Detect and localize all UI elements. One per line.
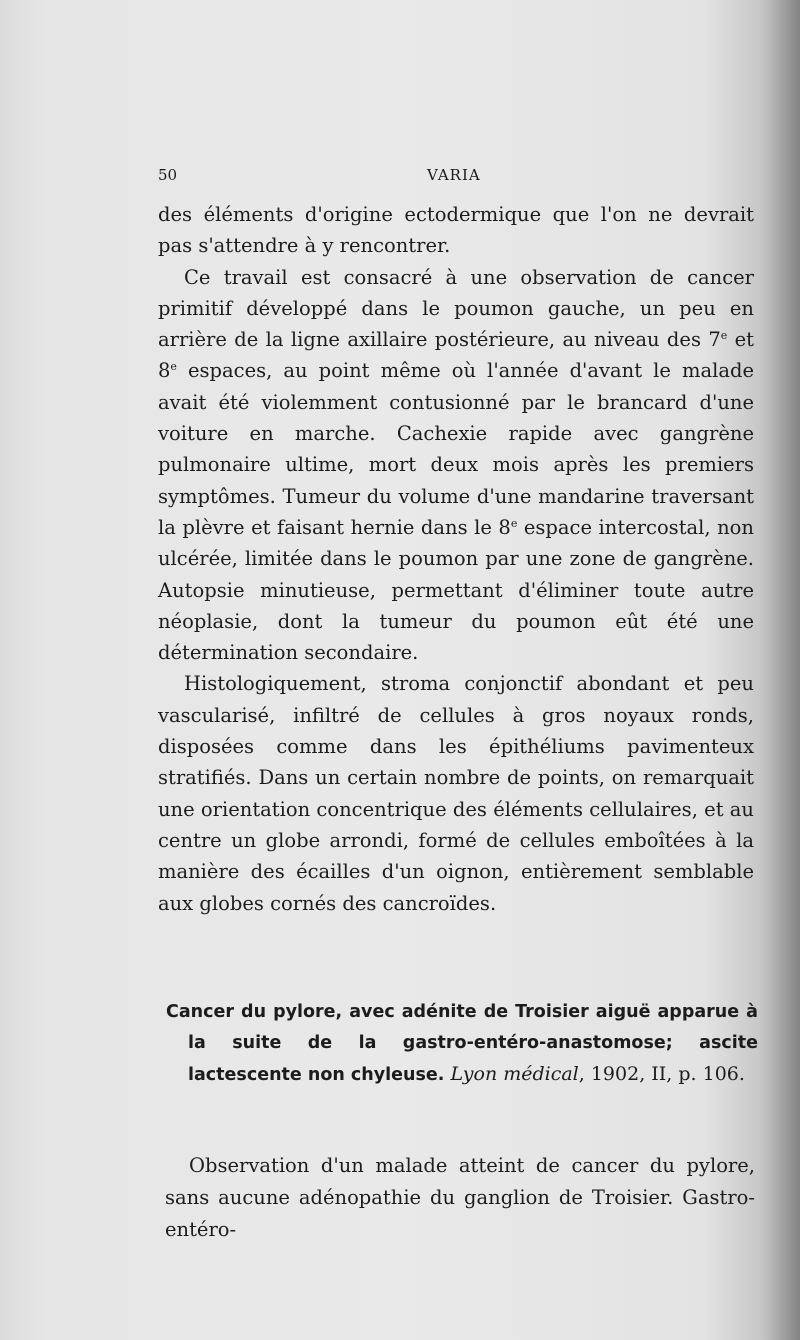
para2-part-d: espace intercostal, non ulcérée, limitée dans le poumon par une zone de gangrène. Autopsie minutieuse, permettant d'éliminer toute autre néoplasie, dont la tumeur du poumon eût été une détermination secondaire. (158, 515, 754, 665)
body-text (158, 199, 754, 919)
paragraph-observation (158, 262, 754, 669)
para2-part-c: espaces, au point même où l'année d'avant le malade avait été violemment contusionné par le brancard d'une voiture en marche. Cachexie rapide avec gangrène pulmonaire ultime, mort deux mois après les premiers symptômes. Tumeur du volume d'une mandarine traversant la plèvre et faisant hernie dans le 8 (158, 359, 754, 539)
section-paragraph: Observation d'un malade atteint de cancer du pylore, sans aucune adénopathie du ganglion de Troisier. Gastro-entéro- (165, 1154, 755, 1241)
spine-shadow (760, 0, 800, 1340)
section-title: Cancer du pylore, avec adénite de Troisier aiguë apparue à la suite de la gastro-entéro-anastomose; ascite lactescente non chyleuse. (166, 1002, 758, 1085)
section-heading (166, 997, 758, 1091)
para2-part-a: Ce travail est consacré à une observation de cancer primitif développé dans le poumon gauche, un peu en arrière de la ligne axillaire postérieure, au niveau des 7 (158, 265, 754, 352)
superscript: e (170, 360, 177, 374)
page-number: 50 (158, 166, 178, 184)
journal-citation (450, 1063, 744, 1085)
superscript: e (510, 516, 518, 530)
section-text (165, 1150, 755, 1246)
paragraph-continuation: des éléments d'origine ectodermique que l'on ne devrait pas s'attendre à y rencontrer. (158, 203, 754, 258)
para2-part-b: et 8 (158, 328, 754, 383)
journal-reference: , 1902, II, p. 106. (578, 1063, 745, 1085)
superscript: e (720, 329, 728, 343)
running-title: VARIA (427, 166, 481, 184)
paragraph-histology: Histologiquement, stroma conjonctif abondant et peu vascularisé, infiltré de cellules à gros noyaux ronds, disposées comme dans les épithéliums pavimenteux stratifiés. Dans un certain nombre de points, on remarquait une orientation concentrique des éléments cellulaires, et au centre un globe arrondi, formé de cellules emboîtées à la manière des écailles d'un oignon, entièrement semblable aux globes cornés des cancroïdes. (158, 672, 754, 915)
page-header (158, 166, 754, 190)
journal-name: Lyon médical (450, 1063, 579, 1085)
